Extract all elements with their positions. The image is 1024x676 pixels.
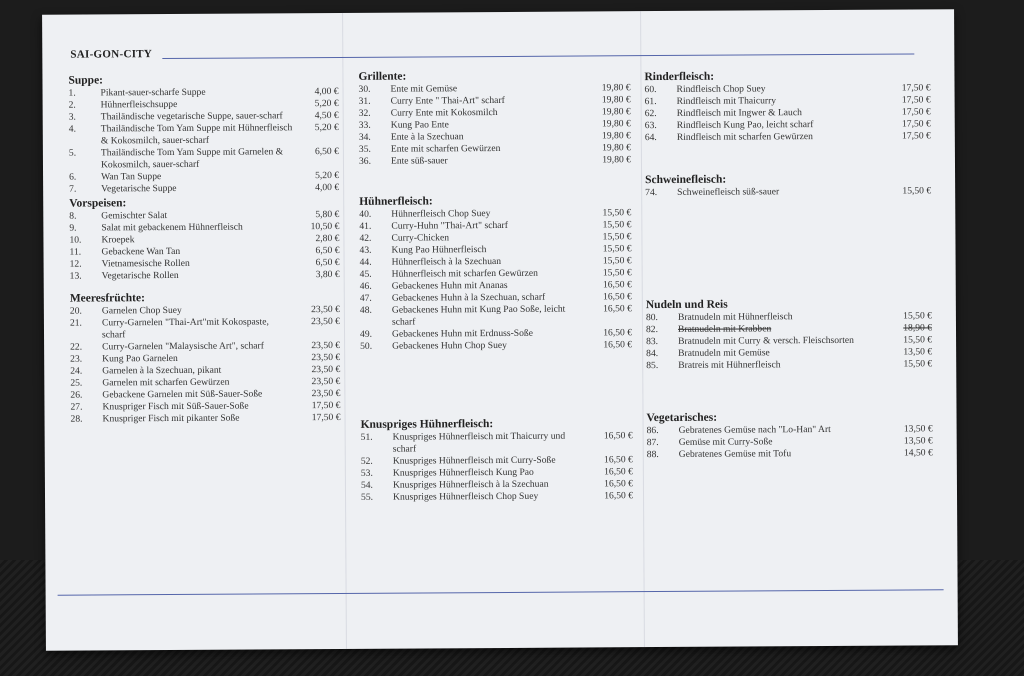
item-number: 9. <box>69 222 77 234</box>
item-name: Gebackenes Huhn mit Kung Pao Soße, leicht scharf <box>391 303 566 328</box>
item-number: 35. <box>358 143 371 155</box>
column-left <box>68 73 340 426</box>
item-number: 5. <box>68 147 77 159</box>
item-name: Bratnudeln mit Krabben <box>677 323 772 335</box>
item-price: 5,20 € <box>314 97 339 110</box>
item-number: 82. <box>645 324 659 336</box>
item-number: 33. <box>358 119 371 131</box>
section-grillente <box>358 69 631 168</box>
item-price: 4,50 € <box>314 109 339 122</box>
item-name: Gemüse mit Curry-Soße <box>678 436 773 448</box>
item-number: 7. <box>69 183 77 195</box>
item-number: 11. <box>69 246 82 258</box>
section-title: Vorspeisen: <box>69 197 127 210</box>
item-price: 5,20 € <box>315 169 340 182</box>
item-price: 18,90 € <box>903 322 933 334</box>
item-name: Rindfleisch Kung Pao, leicht scharf <box>676 119 814 131</box>
menu-item <box>647 447 933 461</box>
item-name: Thailändische Tom Yam Suppe mit Hühnerfleisch & Kokosmilch, sauer-scharf <box>100 122 293 147</box>
item-number: 60. <box>644 84 657 96</box>
footer-rule <box>58 589 944 595</box>
item-price: 19,80 € <box>601 82 631 94</box>
item-price: 14,50 € <box>903 447 933 459</box>
item-number: 64. <box>644 132 657 144</box>
item-number: 49. <box>359 328 373 340</box>
item-price: 15,50 € <box>602 207 632 219</box>
menu-item <box>69 146 339 172</box>
section-vegetarisch <box>647 410 933 461</box>
item-number: 22. <box>70 341 83 353</box>
menu-item <box>359 154 631 168</box>
fold-crease-left <box>342 13 347 649</box>
menu-item <box>645 130 931 144</box>
item-name: Garnelen mit scharfen Gewürzen <box>102 376 230 389</box>
item-price: 19,80 € <box>601 106 631 118</box>
item-number: 20. <box>69 305 82 317</box>
item-price: 13,50 € <box>903 346 933 358</box>
item-name: Ente mit Gemüse <box>390 83 458 95</box>
item-price: 13,50 € <box>903 435 933 447</box>
item-name: Knuspriger Fisch mit Süß-Sauer-Soße <box>102 400 249 413</box>
item-name: Kroepek <box>101 234 135 246</box>
item-number: 54. <box>360 479 373 491</box>
item-number: 2. <box>68 99 76 111</box>
item-name: Garnelen à la Szechuan, pikant <box>102 364 222 377</box>
section-title: Knuspriges Hühnerfleisch: <box>360 418 494 431</box>
section-title: Hühnerfleisch: <box>359 195 433 208</box>
item-number: 53. <box>360 467 373 479</box>
item-number: 31. <box>358 95 371 107</box>
item-number: 87. <box>646 437 659 449</box>
item-name: Ente mit scharfen Gewürzen <box>390 142 501 155</box>
item-price: 17,50 € <box>311 411 341 424</box>
item-number: 80. <box>645 312 658 324</box>
item-number: 62. <box>644 108 657 120</box>
item-number: 45. <box>359 268 372 280</box>
item-name: Gebratenes Gemüse mit Tofu <box>678 448 792 460</box>
item-name: Knuspriges Hühnerfleisch Chop Suey <box>392 490 539 503</box>
item-price: 23,50 € <box>311 375 341 388</box>
item-name: Hühnerfleisch mit scharfen Gewürzen <box>391 267 538 280</box>
menu-item <box>70 316 340 342</box>
item-name: Knuspriges Hühnerfleisch mit Thaicurry und scharf <box>392 430 566 455</box>
item-price: 6,50 € <box>315 256 340 269</box>
item-number: 74. <box>645 187 658 199</box>
item-price: 17,50 € <box>901 106 931 118</box>
item-price: 16,50 € <box>603 339 633 351</box>
item-price: 19,80 € <box>602 154 631 166</box>
item-name: Hühnerfleisch Chop Suey <box>391 208 491 220</box>
item-number: 28. <box>70 413 83 425</box>
item-name: Kung Pao Ente <box>390 119 449 131</box>
item-price: 23,50 € <box>311 363 341 376</box>
item-price: 19,80 € <box>601 94 631 106</box>
item-number: 48. <box>359 304 372 316</box>
item-name: Gebackenes Huhn mit Erdnuss-Soße <box>391 327 534 340</box>
item-price: 2,80 € <box>315 232 340 245</box>
item-number: 43. <box>359 244 372 256</box>
item-price: 13,50 € <box>903 423 933 435</box>
section-suppe <box>68 73 339 196</box>
item-price: 16,50 € <box>604 490 634 502</box>
item-number: 4. <box>68 123 77 135</box>
item-price: 23,50 € <box>311 339 341 352</box>
item-price: 15,50 € <box>602 243 632 255</box>
item-name: Knuspriges Hühnerfleisch à la Szechuan <box>392 478 549 491</box>
item-price: 19,80 € <box>602 142 631 154</box>
item-name: Bratreis mit Hühnerfleisch <box>678 359 781 371</box>
item-number: 41. <box>359 220 372 232</box>
item-number: 3. <box>68 111 76 123</box>
item-price: 15,50 € <box>602 231 632 243</box>
section-title: Rinderfleisch: <box>644 70 715 84</box>
menu-item <box>645 185 931 199</box>
item-number: 55. <box>360 491 374 503</box>
section-title: Grillente: <box>358 70 407 83</box>
item-number: 83. <box>646 336 659 348</box>
item-number: 51. <box>360 431 373 443</box>
item-price: 23,50 € <box>311 315 340 328</box>
item-name: Vegetarische Suppe <box>101 182 177 195</box>
item-price: 23,50 € <box>311 387 341 400</box>
item-number: 42. <box>359 232 372 244</box>
item-price: 16,50 € <box>602 279 632 291</box>
section-rind <box>644 69 930 144</box>
item-number: 23. <box>70 353 83 365</box>
menu-item <box>361 490 633 504</box>
item-price: 17,50 € <box>902 130 931 142</box>
section-title: Meeresfrüchte: <box>69 292 145 305</box>
item-name: Gebackenes Huhn mit Ananas <box>391 279 508 292</box>
item-name: Knuspriges Hühnerfleisch Kung Pao <box>392 466 534 479</box>
item-number: 32. <box>358 107 371 119</box>
item-price: 15,50 € <box>903 310 932 322</box>
item-name: Kung Pao Garnelen <box>102 352 178 365</box>
item-number: 27. <box>70 401 83 413</box>
item-name: Curry-Huhn "Thai-Art" scharf <box>391 219 508 232</box>
item-name: Ente à la Szechuan <box>390 131 464 143</box>
item-price: 17,50 € <box>311 399 341 412</box>
header-rule <box>162 53 914 59</box>
menu-item <box>70 269 340 283</box>
item-price: 10,50 € <box>310 220 340 233</box>
item-name: Gebackenes Huhn Chop Suey <box>392 339 507 352</box>
item-number: 61. <box>644 96 657 108</box>
item-price: 15,50 € <box>902 185 932 197</box>
item-number: 50. <box>360 340 373 352</box>
menu-sheet <box>42 9 958 651</box>
item-number: 8. <box>69 210 77 222</box>
item-name: Gebackene Wan Tan <box>101 245 181 258</box>
item-name: Kung Pao Hühnerfleisch <box>391 244 487 256</box>
item-name: Vegetarische Rollen <box>101 269 179 282</box>
item-number: 24. <box>70 365 83 377</box>
item-name: Curry Ente " Thai-Art" scharf <box>390 94 505 107</box>
item-number: 21. <box>69 317 82 329</box>
item-name: Bratnudeln mit Curry & versch. Fleischsorten <box>678 334 854 347</box>
item-price: 16,50 € <box>603 327 633 339</box>
item-price: 17,50 € <box>901 118 931 130</box>
item-price: 15,50 € <box>903 358 933 370</box>
item-price: 6,50 € <box>315 244 340 257</box>
item-number: 25. <box>70 377 83 389</box>
item-price: 5,20 € <box>314 121 339 134</box>
item-price: 19,80 € <box>601 118 631 130</box>
item-name: Bratnudeln mit Hühnerfleisch <box>677 311 793 323</box>
item-number: 6. <box>69 171 77 183</box>
item-name: Salat mit gebackenem Hühnerfleisch <box>101 221 243 234</box>
item-price: 4,00 € <box>314 85 339 98</box>
menu-item <box>69 122 339 148</box>
item-number: 10. <box>69 234 82 246</box>
section-vorspeisen <box>69 196 340 283</box>
item-price: 16,50 € <box>603 303 632 315</box>
item-name: Thailändische Tom Yam Suppe mit Garnelen & Kokosmilch, sauer-scharf <box>100 146 284 171</box>
item-price: 17,50 € <box>901 82 931 94</box>
item-number: 46. <box>359 280 372 292</box>
item-number: 47. <box>359 292 372 304</box>
section-huehnerfleisch <box>359 194 632 353</box>
item-name: Hühnerfleisch à la Szechuan <box>391 255 502 268</box>
item-name: Hühnerfleischsuppe <box>100 98 178 111</box>
item-name: Gemischter Salat <box>101 210 168 222</box>
item-number: 85. <box>646 360 659 372</box>
item-price: 6,50 € <box>314 145 339 158</box>
item-number: 52. <box>360 455 373 467</box>
item-name: Vietnamesische Rollen <box>101 257 190 270</box>
item-name: Wan Tan Suppe <box>101 171 162 183</box>
section-title: Suppe: <box>68 74 104 87</box>
item-price: 5,80 € <box>315 208 340 221</box>
item-number: 84. <box>646 348 659 360</box>
column-right <box>644 69 932 461</box>
item-name: Rindfleisch mit Ingwer & Lauch <box>676 107 802 119</box>
item-number: 26. <box>70 389 83 401</box>
item-price: 3,80 € <box>315 268 340 281</box>
item-number: 36. <box>358 155 372 167</box>
item-name: Gebackene Garnelen mit Süß-Sauer-Soße <box>102 388 263 401</box>
item-name: Curry-Chicken <box>391 232 450 244</box>
column-middle <box>358 69 633 504</box>
item-price: 4,00 € <box>315 181 340 194</box>
item-name: Bratnudeln mit Gemüse <box>678 347 770 359</box>
item-price: 15,50 € <box>602 255 632 267</box>
section-schwein <box>645 172 931 199</box>
item-number: 88. <box>646 449 659 461</box>
menu-item <box>360 303 632 329</box>
item-name: Knuspriges Hühnerfleisch mit Curry-Soße <box>392 454 556 467</box>
item-price: 15,50 € <box>903 334 933 346</box>
menu-item <box>71 412 341 426</box>
item-price: 16,50 € <box>603 430 633 442</box>
item-price: 17,50 € <box>901 94 931 106</box>
section-title: Nudeln und Reis <box>645 298 728 312</box>
item-price: 16,50 € <box>603 454 633 466</box>
item-price: 23,50 € <box>311 303 340 316</box>
section-title: Vegetarisches: <box>646 411 718 425</box>
section-title: Schweinefleisch: <box>645 173 727 187</box>
item-number: 34. <box>358 131 371 143</box>
item-price: 16,50 € <box>604 478 633 490</box>
menu-item <box>360 339 632 353</box>
item-name: Pikant-sauer-scharfe Suppe <box>100 86 206 99</box>
item-number: 44. <box>359 256 372 268</box>
item-price: 15,50 € <box>602 219 632 231</box>
item-number: 1. <box>68 87 76 99</box>
item-name: Garnelen Chop Suey <box>101 304 182 317</box>
item-price: 23,50 € <box>311 351 341 364</box>
item-number: 30. <box>358 83 371 95</box>
item-name: Rindfleisch Chop Suey <box>676 83 766 95</box>
item-name: Thailändische vegetarische Suppe, sauer-scharf <box>100 110 283 123</box>
item-number: 13. <box>69 270 82 282</box>
item-name: Curry-Garnelen "Thai-Art"mit Kokospaste, scharf <box>101 316 269 341</box>
item-name: Rindfleisch mit Thaicurry <box>676 95 777 107</box>
item-name: Curry Ente mit Kokosmilch <box>390 107 498 119</box>
section-meeresfruechte <box>70 291 341 426</box>
menu-item <box>646 358 932 372</box>
item-name: Schweinefleisch süß-sauer <box>677 186 780 198</box>
section-knusprig <box>361 417 634 504</box>
item-name: Curry-Garnelen "Malaysische Art", scharf <box>102 340 264 353</box>
item-name: Ente süß-sauer <box>390 155 448 167</box>
item-name: Rindfleisch mit scharfen Gewürzen <box>676 131 813 143</box>
menu-item <box>361 430 633 456</box>
item-price: 15,50 € <box>602 267 632 279</box>
item-price: 19,80 € <box>602 130 631 142</box>
menu-item <box>69 182 339 196</box>
section-nudeln <box>646 297 932 372</box>
item-number: 86. <box>646 425 659 437</box>
item-name: Gebackenes Huhn à la Szechuan, scharf <box>391 291 546 304</box>
item-number: 63. <box>644 120 657 132</box>
item-price: 16,50 € <box>602 291 632 303</box>
item-number: 12. <box>69 258 82 270</box>
item-name: Knuspriger Fisch mit pikanter Soße <box>102 412 240 425</box>
item-price: 16,50 € <box>604 466 633 478</box>
restaurant-name: SAI-GON-CITY <box>70 48 153 61</box>
item-number: 40. <box>359 208 372 220</box>
item-name: Gebratenes Gemüse nach "Lo-Han" Art <box>678 423 831 436</box>
